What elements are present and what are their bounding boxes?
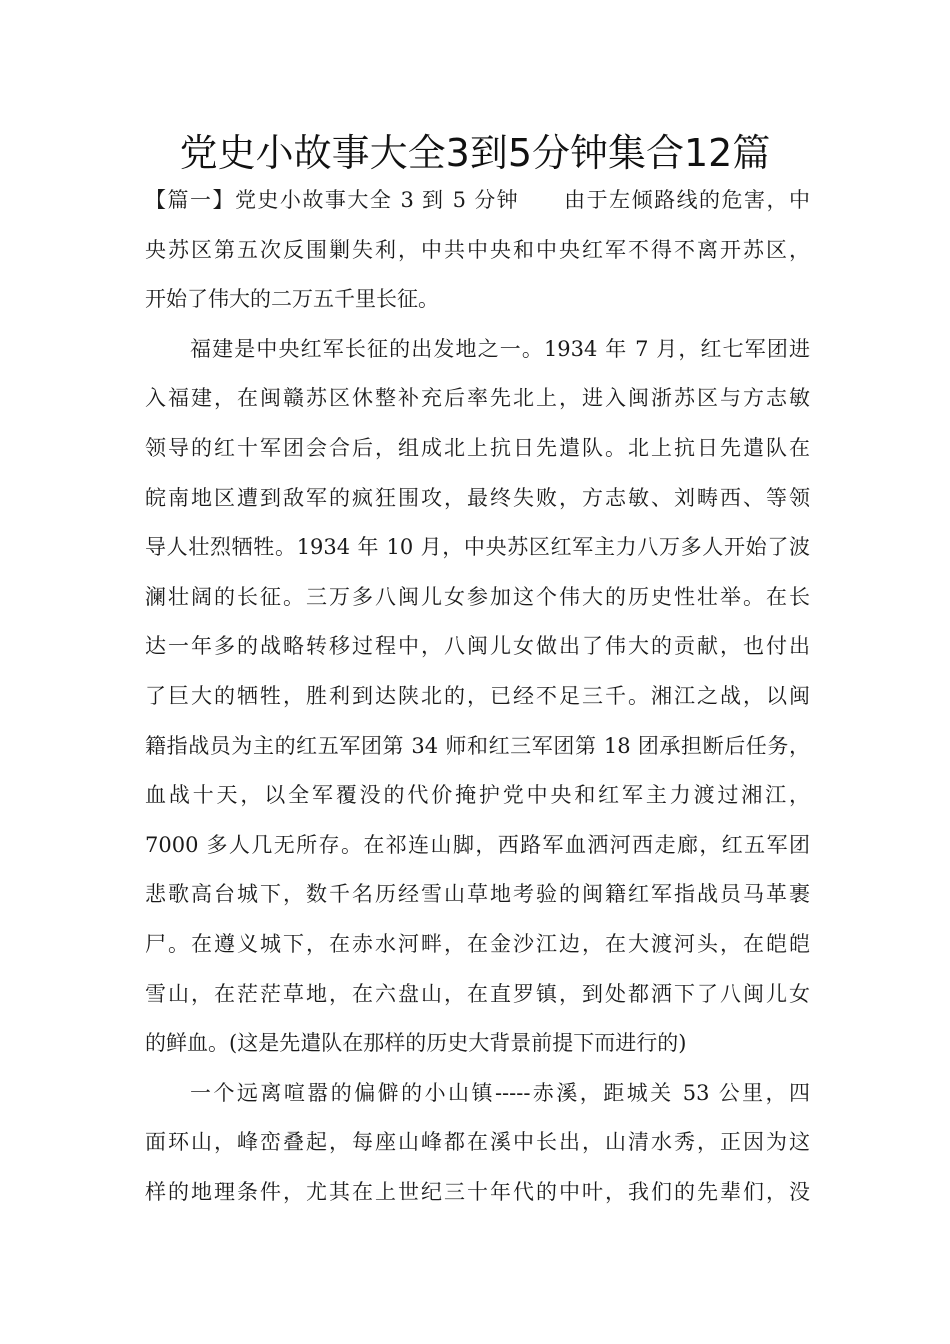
- text-line: 开始了伟大的二万五千里长征。: [145, 287, 439, 312]
- text-line: 悲歌高台城下，数千名历经雪山草地考验的闽籍红军指战员马革裹: [145, 882, 810, 907]
- text-line: 了巨大的牺牲，胜利到达陕北的，已经不足三千。湘江之战，以闽: [145, 683, 810, 708]
- text-line: 血战十天，以全军覆没的代价掩护党中央和红军主力渡过湘江，: [145, 783, 810, 808]
- text-line: 入福建，在闽赣苏区休整补充后率先北上，进入闽浙苏区与方志敏: [145, 386, 810, 411]
- text-line: 皖南地区遭到敌军的疯狂围攻，最终失败，方志敏、刘畴西、等领: [145, 485, 810, 510]
- text-line: 的鲜血。(这是先遣队在那样的历史大背景前提下而进行的): [145, 1031, 687, 1056]
- paragraph-first-line: 一个远离喧嚣的偏僻的小山镇-----赤溪，距城关 53 公里，四: [190, 1080, 810, 1105]
- text-line: 籍指战员为主的红五军团第 34 师和红三军团第 18 团承担断后任务，: [145, 733, 810, 758]
- document-title: 党史小故事大全3到5分钟集合12篇: [179, 131, 771, 175]
- paragraph-first-line: 福建是中央红军长征的出发地之一。1934 年 7 月，红七军团进: [190, 336, 810, 361]
- text-line: 尸。在遵义城下，在赤水河畔，在金沙江边，在大渡河头，在皑皑: [145, 931, 810, 956]
- text-line: 雪山，在茫茫草地，在六盘山，在直罗镇，到处都洒下了八闽儿女: [145, 981, 810, 1006]
- text-line: 导人壮烈牺牲。1934 年 10 月，中央苏区红军主力八万多人开始了波: [145, 535, 810, 560]
- text-line: 【篇一】党史小故事大全 3 到 5 分钟 由于左倾路线的危害，中: [145, 188, 810, 212]
- text-line: 达一年多的战略转移过程中，八闽儿女做出了伟大的贡献，也付出: [145, 634, 810, 659]
- text-line: 面环山，峰峦叠起，每座山峰都在溪中长出，山清水秀，正因为这: [145, 1130, 810, 1155]
- text-line: 央苏区第五次反围剿失利，中共中央和中央红军不得不离开苏区，: [145, 237, 810, 262]
- text-line: 样的地理条件，尤其在上世纪三十年代的中叶，我们的先辈们，没: [145, 1179, 810, 1204]
- text-line: 领导的红十军团会合后，组成北上抗日先遣队。北上抗日先遣队在: [145, 435, 810, 460]
- text-line: 澜壮阔的长征。三万多八闽儿女参加这个伟大的历史性壮举。在长: [145, 584, 810, 609]
- document-body: [145, 176, 810, 1217]
- text-line: 7000 多人几无所存。在祁连山脚，西路军血洒河西走廊，红五军团: [145, 832, 810, 857]
